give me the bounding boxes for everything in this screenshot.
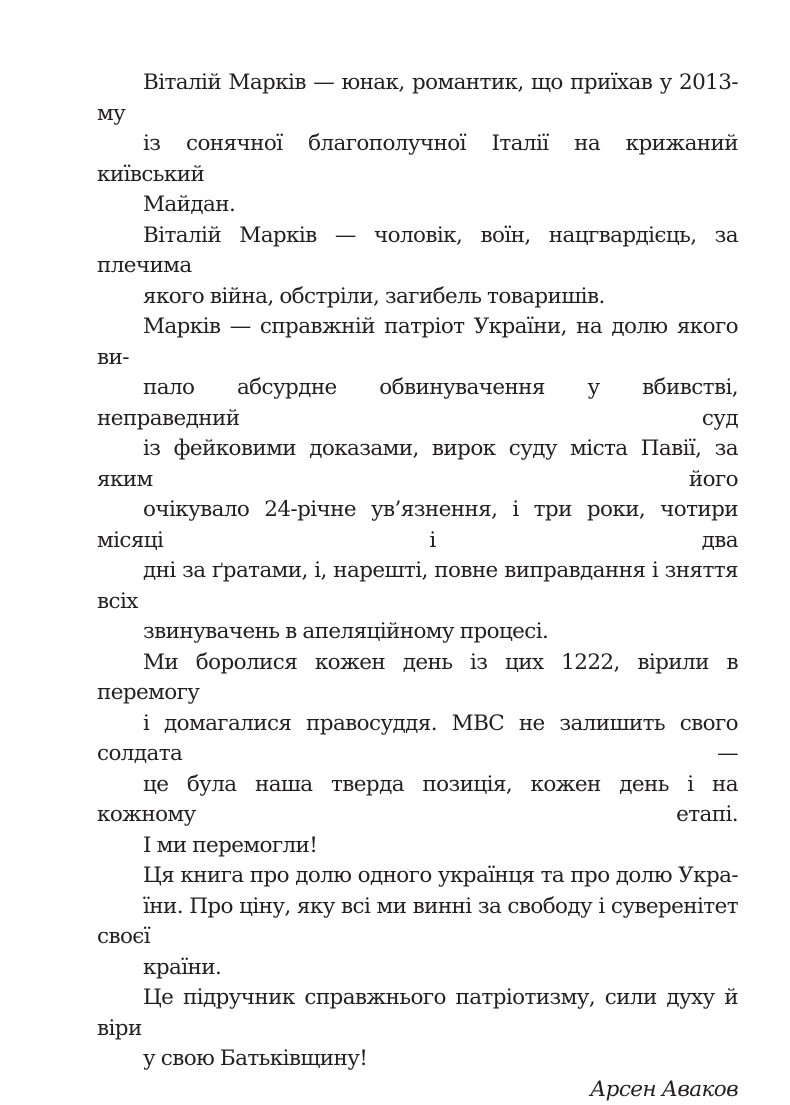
- paragraph-4: [97, 648, 738, 862]
- text-line: країни.: [97, 953, 738, 984]
- text-line: і домагалися правосуддя. МВС не залишить свого солдата —: [97, 709, 738, 770]
- text-line: І ми перемогли!: [97, 831, 738, 862]
- paragraph-6: [97, 983, 738, 1075]
- text-line: Це підручник справжнього патріотизму, сили духу й віри: [97, 983, 738, 1044]
- text-line: якого війна, обстріли, загибель товаришів.: [97, 282, 738, 313]
- author-signature: Арсен Аваков: [97, 1075, 738, 1105]
- text-line: у свою Батьківщину!: [97, 1044, 738, 1075]
- text-line: Майдан.: [97, 190, 738, 221]
- text-line: очікувало 24-річне ув’язнення, і три роки, чотири місяці і два: [97, 495, 738, 556]
- text-line: із сонячної благополучної Італії на крижаний київський: [97, 129, 738, 190]
- text-line: Віталій Марків — чоловік, воїн, нацгвардієць, за плечима: [97, 221, 738, 282]
- text-line: дні за ґратами, і, нарешті, повне виправдання і зняття всіх: [97, 556, 738, 617]
- text-line: Ця книга про долю одного українця та про долю Укра-: [97, 861, 738, 892]
- text-line: Ми боролися кожен день із цих 1222, вірили в перемогу: [97, 648, 738, 709]
- text-line: їни. Про ціну, яку всі ми винні за свободу і суверенітет своєї: [97, 892, 738, 953]
- text-line: звинувачень в апеляційному процесі.: [97, 617, 738, 648]
- text-line: Віталій Марків — юнак, романтик, що приїхав у 2013-му: [97, 68, 738, 129]
- paragraph-3: [97, 312, 738, 648]
- paragraph-5: [97, 861, 738, 983]
- paragraph-2: [97, 221, 738, 313]
- text-line: із фейковими доказами, вирок суду міста Павії, за яким його: [97, 434, 738, 495]
- text-line: пало абсурдне обвинувачення у вбивстві, неправедний суд: [97, 373, 738, 434]
- paragraph-1: [97, 68, 738, 221]
- text-line: це була наша тверда позиція, кожен день і на кожному етапі.: [97, 770, 738, 831]
- page-text: [97, 68, 738, 1105]
- text-line: Марків — справжній патріот України, на долю якого ви-: [97, 312, 738, 373]
